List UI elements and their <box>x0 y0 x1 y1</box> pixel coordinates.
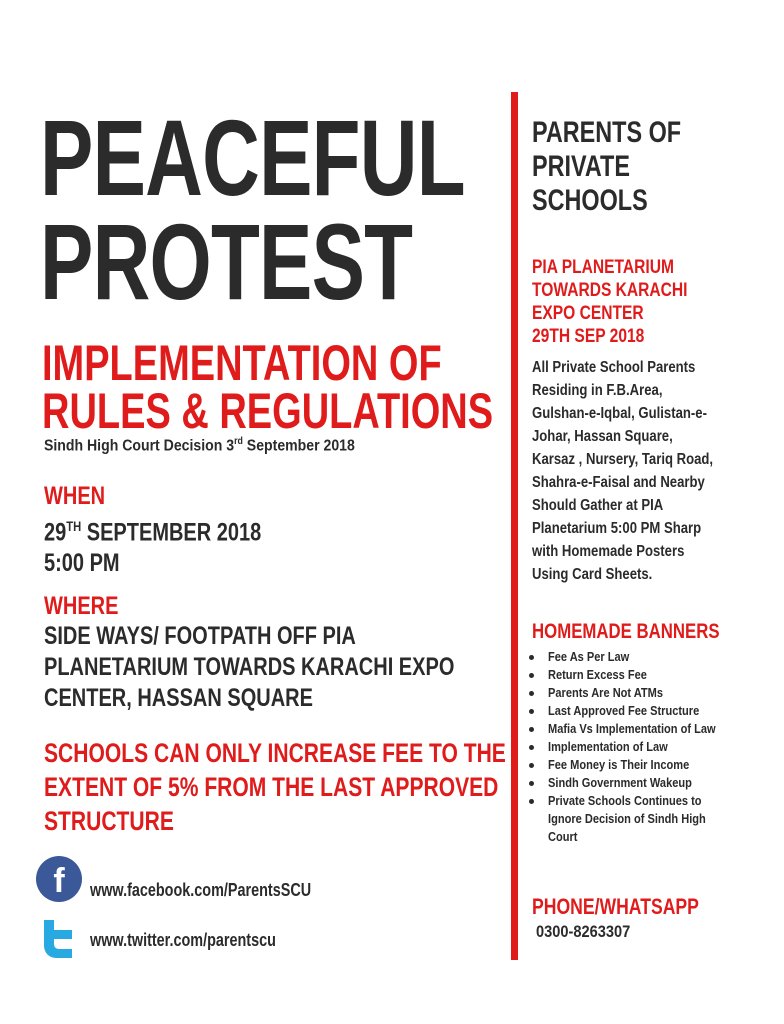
title-line-2: PROTEST <box>40 201 413 322</box>
body-line: Should Gather at PIA <box>532 497 664 514</box>
list-item <box>524 756 764 774</box>
banner-text: Implementation of Law <box>548 739 668 754</box>
banners-label: HOMEMADE BANNERS <box>532 620 720 643</box>
when-day: 29 <box>44 518 67 547</box>
main-title <box>40 97 614 218</box>
banners-heading <box>532 620 767 644</box>
when-time: 5:00 PM <box>44 549 120 578</box>
banner-text: Parents Are Not ATMs <box>548 685 664 700</box>
when-label: WHEN <box>44 482 106 510</box>
court-decision <box>44 436 397 455</box>
list-item <box>524 666 764 684</box>
phone-value[interactable]: 0300-8263307 <box>536 922 631 941</box>
when-date-rest: SEPTEMBER 2018 <box>81 518 262 547</box>
twitter-link[interactable] <box>90 930 322 951</box>
body-line: Johar, Hassan Square, <box>532 428 673 445</box>
title-line-1: PEACEFUL <box>40 97 465 218</box>
route-line: 29TH SEP 2018 <box>532 326 645 347</box>
org-title-line: PARENTS OF <box>532 116 682 149</box>
list-item <box>524 702 764 720</box>
court-pre: Sindh High Court Decision 3 <box>44 437 235 455</box>
gathering-info <box>532 356 753 586</box>
phone-heading <box>532 894 741 920</box>
banners-list <box>524 648 764 810</box>
twitter-url[interactable]: www.twitter.com/parentscu <box>90 930 276 950</box>
subtitle <box>42 335 568 391</box>
fee-line: SCHOOLS CAN ONLY INCREASE FEE TO THE <box>44 738 506 768</box>
banner-text: Last Approved Fee Structure <box>548 703 700 718</box>
body-line: with Homemade Posters <box>532 543 685 560</box>
body-line: Shahra-e-Faisal and Nearby <box>532 474 705 491</box>
where-line: CENTER, HASSAN SQUARE <box>44 684 313 712</box>
when-sup: TH <box>66 518 82 534</box>
where-section <box>44 592 557 714</box>
banner-text: Ignore Decision of Sindh High <box>548 811 706 826</box>
where-line: SIDE WAYS/ FOOTPATH OFF PIA <box>44 622 356 650</box>
banner-text: Fee As Per Law <box>548 649 630 664</box>
body-line: Using Card Sheets. <box>532 566 653 583</box>
banner-text: Return Excess Fee <box>548 667 647 682</box>
banner-text: Mafia Vs Implementation of Law <box>548 721 716 736</box>
red-divider <box>511 92 518 960</box>
facebook-link[interactable] <box>90 880 366 901</box>
org-title-line: PRIVATE <box>532 150 630 183</box>
facebook-icon[interactable]: f <box>36 856 82 902</box>
facebook-url[interactable]: www.facebook.com/ParentsSCU <box>90 880 312 900</box>
subtitle-line-2: RULES & REGULATIONS <box>42 383 494 439</box>
where-line: PLANETARIUM TOWARDS KARACHI EXPO <box>44 653 455 681</box>
list-item <box>524 684 764 702</box>
court-post: September 2018 <box>242 437 355 455</box>
banner-continuation <box>548 810 734 846</box>
body-line: Residing in F.B.Area, <box>532 382 663 399</box>
route-info <box>532 256 722 348</box>
when-section <box>44 482 316 579</box>
fee-line: EXTENT OF 5% FROM THE LAST APPROVED <box>44 772 499 802</box>
list-item <box>524 774 764 792</box>
phone-number[interactable] <box>536 922 646 942</box>
banner-text: Sindh Government Wakeup <box>548 775 692 790</box>
subtitle-line-1: IMPLEMENTATION OF <box>42 335 442 391</box>
court-sup: rd <box>234 436 243 447</box>
org-title <box>532 116 723 218</box>
twitter-icon[interactable] <box>36 914 82 960</box>
main-title-2 <box>40 201 543 322</box>
list-item <box>524 720 764 738</box>
body-line: All Private School Parents <box>532 359 696 376</box>
when-date <box>44 511 261 548</box>
banner-text: Private Schools Continues to <box>548 793 702 808</box>
banner-text: Fee Money is Their Income <box>548 757 690 772</box>
route-line: EXPO CENTER <box>532 303 644 324</box>
route-line: PIA PLANETARIUM <box>532 257 674 278</box>
banner-text: Court <box>548 829 578 844</box>
list-item <box>524 648 764 666</box>
body-line: Gulshan-e-Iqbal, Gulistan-e- <box>532 405 707 422</box>
where-label: WHERE <box>44 592 119 620</box>
list-item <box>524 738 764 756</box>
list-item <box>524 792 764 810</box>
body-line: Karsaz , Nursery, Tariq Road, <box>532 451 714 468</box>
fee-line: STRUCTURE <box>44 806 174 836</box>
body-line: Planetarium 5:00 PM Sharp <box>532 520 702 537</box>
phone-label: PHONE/WHATSAPP <box>532 894 699 919</box>
route-line: TOWARDS KARACHI <box>532 280 688 301</box>
org-title-line: SCHOOLS <box>532 184 648 217</box>
